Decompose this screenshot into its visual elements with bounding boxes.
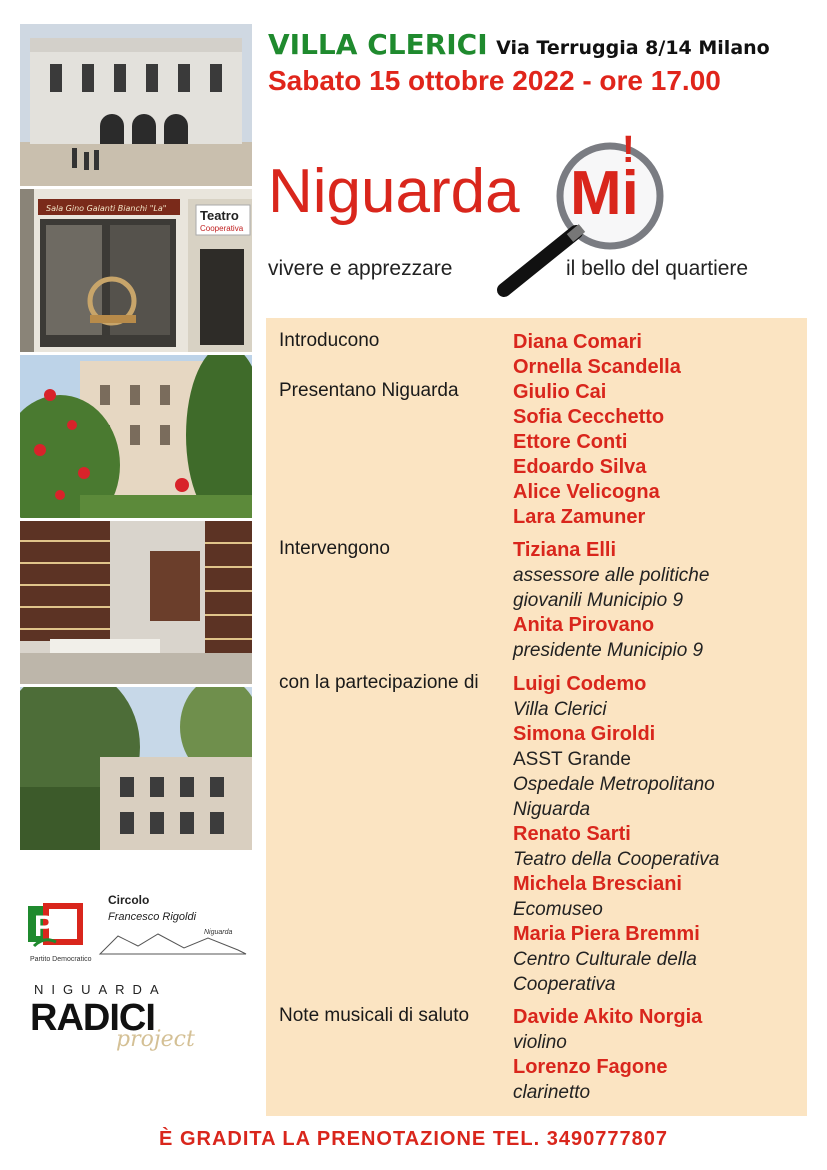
- svg-text:P: P: [34, 910, 55, 943]
- program-role: Intervengono: [279, 538, 390, 559]
- program-panel: [266, 318, 807, 1116]
- photo-library: [20, 521, 252, 684]
- event-date: Sabato 15 ottobre 2022 - ore 17.00: [268, 65, 721, 96]
- person-description: Teatro della Cooperativa: [513, 849, 720, 870]
- person-name: Anita Pirovano: [513, 614, 655, 636]
- program-names: [513, 672, 803, 997]
- photo-villa-facade: [20, 24, 252, 186]
- program-role: Presentano Niguarda: [279, 380, 459, 401]
- radici-sub: project: [116, 1027, 195, 1052]
- person-description: Ecomuseo: [513, 899, 603, 920]
- person-description: violino: [513, 1032, 567, 1053]
- person-name: Michela Bresciani: [513, 873, 682, 895]
- pd-circle-label: Circolo: [108, 893, 150, 907]
- logo-text-mi: Mi: [570, 159, 639, 228]
- photo-building-trees: [20, 687, 252, 850]
- person-name: Lara Zamuner: [513, 506, 646, 528]
- person-name: Davide Akito Norgia: [513, 1006, 703, 1028]
- theatre-sign-2: Cooperativa: [200, 224, 244, 233]
- program-names: [513, 330, 803, 380]
- venue-line: [268, 28, 770, 61]
- pd-circle-name: Francesco Rigoldi: [108, 911, 197, 923]
- photo-theatre-entrance: [20, 189, 252, 352]
- person-name: Lorenzo Fagone: [513, 1056, 668, 1078]
- pd-circolo-logo: [28, 890, 250, 968]
- person-name: Edoardo Silva: [513, 456, 647, 478]
- pd-party-name: Partito Democratico: [30, 956, 92, 963]
- person-description: Ospedale Metropolitano: [513, 774, 715, 795]
- radici-top: NIGUARDA: [34, 982, 167, 997]
- tagline-left: vivere e apprezzare: [268, 257, 453, 280]
- person-name: Simona Giroldi: [513, 723, 656, 745]
- person-description: Villa Clerici: [513, 699, 607, 720]
- person-name: Maria Piera Bremmi: [513, 923, 700, 945]
- radici-main: RADICI: [30, 997, 155, 1039]
- person-description: assessore alle politiche: [513, 565, 710, 586]
- person-name: Diana Comari: [513, 331, 642, 353]
- person-name: Giulio Cai: [513, 381, 607, 403]
- program-role: Note musicali di saluto: [279, 1005, 470, 1026]
- pd-place: Niguarda: [204, 929, 233, 936]
- person-description: Niguarda: [513, 799, 591, 820]
- person-name: Alice Velicogna: [513, 481, 660, 503]
- program-names: [513, 380, 803, 530]
- person-name: Ornella Scandella: [513, 356, 681, 378]
- venue-address: Via Terruggia 8/14 Milano: [496, 37, 770, 59]
- theatre-sign-1: Teatro: [200, 208, 239, 223]
- program-role: Introducono: [279, 330, 380, 351]
- person-description: Cooperativa: [513, 974, 616, 995]
- program-names: [513, 1005, 803, 1105]
- logo-exclamation: !: [622, 129, 635, 171]
- person-name: Luigi Codemo: [513, 673, 647, 695]
- niguarda-radici-logo: [28, 980, 250, 1052]
- logo-text-niguarda: Niguarda: [268, 157, 520, 226]
- photo-villa-garden: [20, 355, 252, 518]
- person-name: Sofia Cecchetto: [513, 406, 665, 428]
- theatre-banner-text: Sala Gino Galanti Bianchi "La": [46, 204, 167, 213]
- program-names: [513, 538, 803, 663]
- person-description: clarinetto: [513, 1082, 591, 1103]
- person-description: giovanili Municipio 9: [513, 590, 684, 611]
- program-role: con la partecipazione di: [279, 672, 479, 693]
- person-name: Renato Sarti: [513, 823, 631, 845]
- venue-name: VILLA CLERICI: [268, 28, 488, 61]
- person-name: Tiziana Elli: [513, 539, 616, 561]
- person-description: Centro Culturale della: [513, 949, 697, 970]
- person-description: ASST Grande: [513, 749, 631, 770]
- person-name: Ettore Conti: [513, 431, 628, 453]
- person-description: presidente Municipio 9: [513, 640, 704, 661]
- booking-footer: È GRADITA LA PRENOTAZIONE TEL. 3490777807: [159, 1128, 668, 1150]
- tagline-right: il bello del quartiere: [566, 257, 749, 280]
